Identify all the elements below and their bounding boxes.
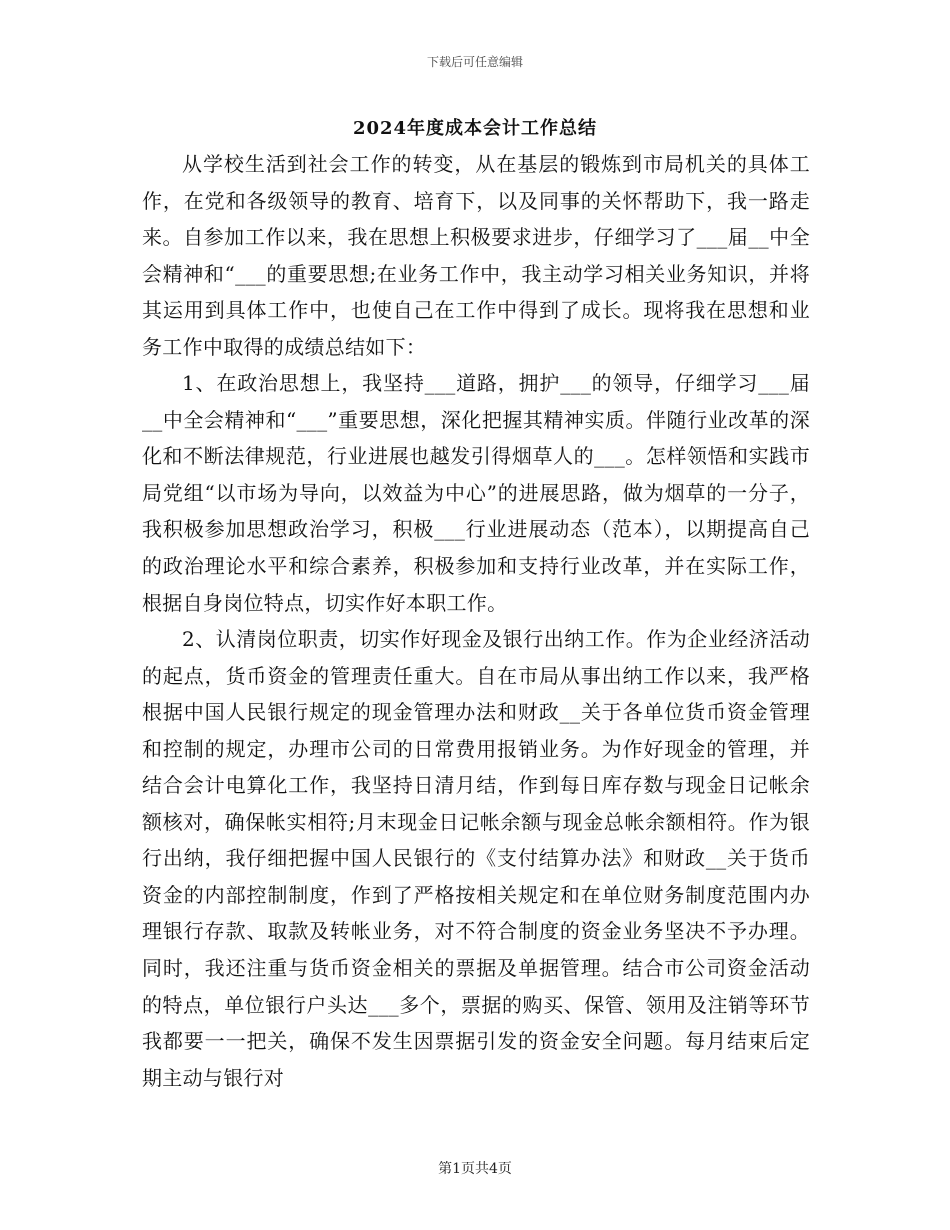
paragraph-intro: 从学校生活到社会工作的转变，从在基层的锻炼到市局机关的具体工作，在党和各级领导的教育、培育下，以及同事的关怀帮助下，我一路走来。自参加工作以来，我在思想上积极要求进步，仔细学习了___届__中全会精神和“___的重要思想;在业务工作中，我主动学习相关业务知识，并将其运用到具体工作中，也使自己在工作中得到了成长。现将我在思想和业务工作中取得的成绩总结如下： [142,152,810,359]
paragraph-cashier: 2、认清岗位职责，切实作好现金及银行出纳工作。作为企业经济活动的起点，货币资金的管理责任重大。自在市局从事出纳工作以来，我严格根据中国人民银行规定的现金管理办法和财政__关于各单位货币资金管理和控制的规定，办理市公司的日常费用报销业务。为作好现金的管理，并结合会计电算化工作，我坚持日清月结，作到每日库存数与现金日记帐余额核对，确保帐实相符;月末现金日记帐余额与现金总帐余额相符。作为银行出纳，我仔细把握中国人民银行的《支付结算办法》和财政__关于货币资金的内部控制制度，作到了严格按相关规定和在单位财务制度范围内办理银行存款、取款及转帐业务，对不符合制度的资金业务坚决不予办理。同时，我还注重与货币资金相关的票据及单据管理。结合市公司资金活动的特点，单位银行户头达___多个，票据的购买、保管、领用及注销等环节我都要一一把关，确保不发生因票据引发的资金安全问题。每月结束后定期主动与银行对 [142,627,810,1090]
document-body [142,146,810,1096]
paragraph-political: 1、在政治思想上，我坚持___道路，拥护___的领导，仔细学习___届__中全会精神和“___”重要思想，深化把握其精神实质。伴随行业改革的深化和不断法律规范，行业进展也越发引得烟草人的___。怎样领悟和实践市局党组“以市场为导向，以效益为中心”的进展思路，做为烟草的一分子，我积极参加思想政治学习，积极___行业进展动态（范本），以期提高自己的政治理论水平和综合素养，积极参加和支持行业改革，并在实际工作，根据自身岗位特点，切实作好本职工作。 [142,371,810,615]
page-number: 第1页共4页 [438,1161,512,1177]
header-note: 下载后可任意编辑 [426,55,523,69]
document-title: 2024年度成本会计工作总结 [352,118,598,139]
